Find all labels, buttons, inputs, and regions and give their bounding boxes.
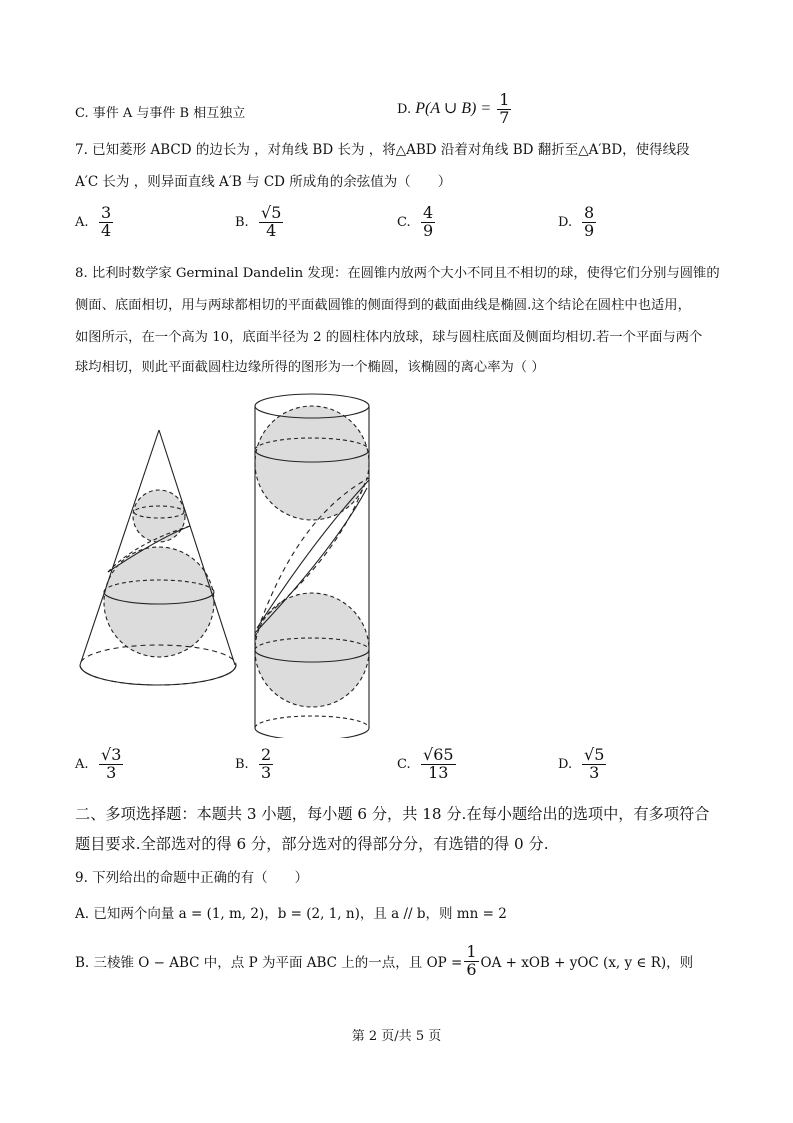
- page-footer: 第 2 页/共 5 页: [351, 1029, 442, 1044]
- option-text-tail: OA + xOB + yOC (x, y ∈ R)，则: [480, 955, 694, 972]
- fraction: $\frac{1}{6}$: [466, 942, 477, 979]
- q8-line4: 球均相切，则此平面截圆柱边缘所得的图形为一个椭圆，该椭圆的离心率为（ ）: [75, 360, 545, 375]
- option-label: C.: [75, 106, 89, 121]
- q7-option-d: D. $\frac{8}{9}$: [558, 203, 595, 240]
- q8-option-d: D. $\frac{√5}{3}$: [558, 745, 605, 782]
- cylinder-diagram: [255, 394, 369, 738]
- q7-option-c: C. $\frac{4}{9}$: [397, 203, 434, 240]
- q8-option-c: C. $\frac{√65}{13}$: [397, 745, 454, 782]
- q8-option-b: B. $\frac{2}{3}$: [235, 745, 272, 782]
- q8-line2: 侧面、底面相切，用与两球都相切的平面截圆锥的侧面得到的截面曲线是椭圆.这个结论在圆柱中也适用，: [75, 298, 691, 313]
- q7-line1: 7. 已知菱形 ABCD 的边长为 ，对角线 BD 长为 ，将△ABD 沿着对角线 BD 翻折至△A′BD，使得线段: [75, 142, 690, 158]
- q9-option-b: [75, 944, 693, 979]
- q8-line1: 8. 比利时数学家 Germinal Dandelin 发现：在圆锥内放两个大小不同且不相切的球，使得它们分别与圆锥的: [75, 266, 720, 281]
- option-text: B. 三棱锥 O − ABC 中，点 P 为平面 ABC 上的一点，且 OP =: [75, 955, 463, 972]
- section2-heading-line2: 题目要求.全部选对的得 6 分，部分选对的得部分分，有选错的得 0 分.: [75, 835, 549, 853]
- q6-option-d: [397, 92, 513, 127]
- q9-option-a: A. 已知两个向量 a = (1, m, 2)，b = (2, 1, n)，且 a // b，则 mn = 2: [75, 906, 507, 922]
- q8-line3: 如图所示，在一个高为 10，底面半径为 2 的圆柱体内放球，球与圆柱底面及侧面均相切.若一个平面与两个: [75, 330, 703, 345]
- option-text: 事件 A 与事件 B 相互独立: [92, 106, 246, 121]
- q9-stem: 9. 下列给出的命题中正确的有（ ）: [75, 870, 309, 886]
- q7-option-a: A. $\frac{3}{4}$: [75, 203, 112, 240]
- option-label: D.: [397, 101, 412, 117]
- dandelin-spheres-figure: [75, 388, 385, 738]
- formula-lhs: P(A ∪ B) =: [415, 99, 492, 117]
- q7-option-b: B. $\frac{√5}{4}$: [235, 203, 282, 240]
- q8-option-a: A. $\frac{√3}{3}$: [75, 745, 122, 782]
- q6-option-c: [75, 102, 245, 121]
- cone-diagram: [80, 430, 236, 685]
- fraction: $\frac{1}{7}$: [499, 90, 510, 127]
- q7-line2: A′C 长为 ，则异面直线 A′B 与 CD 所成角的余弦值为（ ）: [75, 174, 452, 190]
- section2-heading-line1: 二、多项选择题：本题共 3 小题，每小题 6 分，共 18 分.在每小题给出的选项中，有多项符合: [75, 805, 710, 823]
